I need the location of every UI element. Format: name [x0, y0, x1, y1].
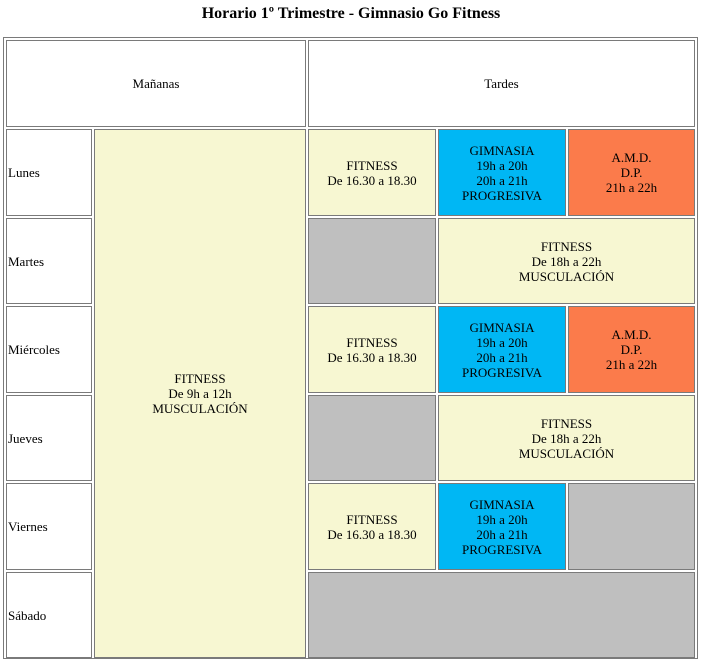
- activity-name: FITNESS: [346, 511, 398, 527]
- activity-name: FITNESS: [346, 334, 398, 350]
- activity-name: GIMNASIA: [469, 496, 535, 512]
- activity-name: FITNESS: [540, 415, 593, 431]
- activity-time: 20h a 21h: [476, 172, 528, 188]
- saturday-empty-cell: [308, 572, 695, 658]
- activity-time: 19h a 20h: [476, 511, 528, 527]
- activity-time: De 18h a 22h: [531, 253, 602, 269]
- activity-type: PROGRESIVA: [462, 364, 542, 380]
- day-label: Miércoles: [8, 342, 60, 357]
- activity-type: D.P.: [620, 165, 643, 180]
- friday-empty-cell: [568, 483, 695, 570]
- activity-time: 21h a 22h: [605, 180, 658, 195]
- friday-fitness-cell: [308, 483, 436, 570]
- activity-name: FITNESS: [346, 157, 398, 173]
- activity-name: A.M.D.: [611, 150, 652, 165]
- thursday-empty-cell: [308, 395, 436, 481]
- activity-name: FITNESS: [174, 371, 226, 386]
- header-morning-label: Mañanas: [132, 76, 180, 91]
- activity-time: De 16.30 a 18.30: [327, 526, 417, 542]
- page-title: Horario 1º Trimestre - Gimnasio Go Fitness: [201, 5, 501, 22]
- activity-time: De 18h a 22h: [531, 430, 602, 446]
- wednesday-fitness-cell: [308, 306, 436, 393]
- activity-time: 20h a 21h: [476, 349, 528, 365]
- day-monday: [6, 129, 92, 216]
- day-thursday: [6, 395, 92, 481]
- day-label: Jueves: [8, 430, 43, 446]
- activity-name: GIMNASIA: [469, 319, 535, 335]
- morning-fitness-block: [94, 129, 306, 658]
- day-saturday: [6, 572, 92, 658]
- header-afternoon: [308, 40, 695, 127]
- activity-type: MUSCULACIÓN: [152, 401, 248, 416]
- monday-gimnasia-cell: [438, 129, 566, 216]
- header-morning: [6, 40, 306, 127]
- activity-name: FITNESS: [540, 238, 593, 254]
- wednesday-amd-cell: [568, 306, 695, 393]
- day-label: Martes: [8, 253, 45, 269]
- activity-type: PROGRESIVA: [462, 187, 542, 203]
- day-label: Lunes: [8, 165, 40, 180]
- activity-type: D.P.: [620, 342, 643, 357]
- day-friday: [6, 483, 92, 570]
- monday-fitness-cell: [308, 129, 436, 216]
- activity-time: 19h a 20h: [476, 157, 528, 173]
- friday-gimnasia-cell: [438, 483, 566, 570]
- wednesday-gimnasia-cell: [438, 306, 566, 393]
- activity-type: MUSCULACIÓN: [518, 445, 615, 461]
- activity-name: GIMNASIA: [469, 142, 535, 158]
- activity-time: De 16.30 a 18.30: [327, 172, 417, 188]
- schedule-table: [3, 37, 698, 659]
- activity-time: 20h a 21h: [476, 526, 528, 542]
- activity-time: 19h a 20h: [476, 334, 528, 350]
- activity-type: MUSCULACIÓN: [518, 268, 615, 284]
- day-wednesday: [6, 306, 92, 393]
- header-afternoon-label: Tardes: [484, 76, 519, 91]
- activity-time: De 16.30 a 18.30: [327, 349, 417, 365]
- activity-name: A.M.D.: [611, 327, 652, 342]
- tuesday-empty-cell: [308, 218, 436, 304]
- day-label: Viernes: [8, 519, 48, 534]
- activity-time: De 9h a 12h: [168, 386, 232, 401]
- monday-amd-cell: [568, 129, 695, 216]
- tuesday-fitness-cell: [438, 218, 695, 304]
- day-label: Sábado: [8, 607, 47, 623]
- day-tuesday: [6, 218, 92, 304]
- activity-time: 21h a 22h: [605, 357, 658, 372]
- activity-type: PROGRESIVA: [462, 541, 542, 557]
- thursday-fitness-cell: [438, 395, 695, 481]
